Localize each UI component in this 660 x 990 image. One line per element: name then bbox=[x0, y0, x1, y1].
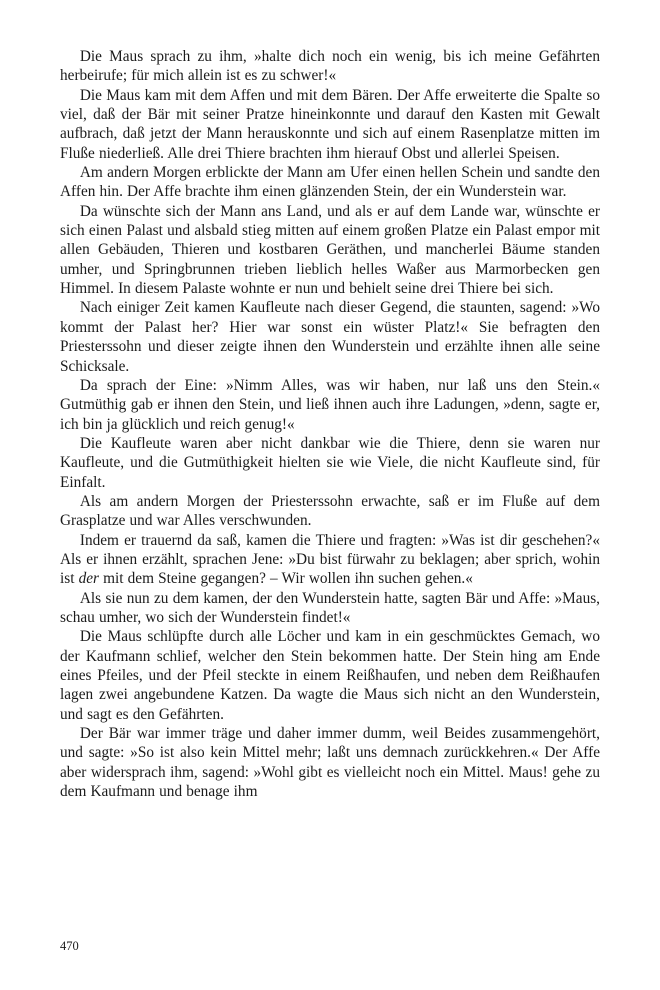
paragraph: Nach einiger Zeit kamen Kaufleute nach dieser Gegend, die staunten, sagend: »Wo kommt der Palast her? Hier war sonst ein wüster Platz!« Sie befragten den Priesterssohn und dieser zeigte ihnen den Wunderstein und erzählte ihnen alle seine Schicksale. bbox=[60, 299, 600, 375]
paragraph: Der Bär war immer träge und daher immer dumm, weil Beides zusammengehört, und sagte: »So ist also kein Mittel mehr; laßt uns demnach zurückkehren.« Der Affe aber widersprach ihm, sagend: »Wohl gibt es vielleicht noch ein Mittel. Maus! gehe zu dem Kaufmann und benage ihm bbox=[60, 725, 600, 801]
paragraph: Die Kaufleute waren aber nicht dankbar wie die Thiere, denn sie waren nur Kaufleute, und die Gutmüthigkeit hielten sie wie Viele, die nicht Kaufleute sind, für Einfalt. bbox=[60, 434, 600, 491]
page-number: 470 bbox=[60, 939, 79, 953]
paragraph: Die Maus schlüpfte durch alle Löcher und kam in ein geschmücktes Gemach, wo der Kaufmann schlief, welcher den Stein bekommen hatte. Der Stein hing am Ende eines Pfeiles, und der Pfeil steckte in einem Reißhaufen, und neben dem Reißhaufen lagen zwei angebundene Katzen. Da wagte die Maus sich nicht an den Wunderstein, und sagt es den Gefährten. bbox=[60, 628, 600, 723]
body-text bbox=[60, 47, 600, 801]
paragraph: Die Maus kam mit dem Affen und mit dem Bären. Der Affe erweiterte die Spalte so viel, daß der Bär mit seiner Pratze hineinkonnte und darauf den Kasten mit Gewalt aufbrach, daß jetzt der Mann herauskonnte und sich auf einem Rasenplatze mitten im Fluße niederließ. Alle drei Thiere brachten ihm hierauf Obst und allerlei Speisen. bbox=[60, 86, 600, 162]
paragraph: Da sprach der Eine: »Nimm Alles, was wir haben, nur laß uns den Stein.« Gutmüthig gab er ihnen den Stein, und ließ ihnen auch ihre Ladungen, »denn, sagte er, ich bin ja glücklich und reich genug!« bbox=[60, 376, 600, 433]
paragraph: Als am andern Morgen der Priesterssohn erwachte, saß er im Fluße auf dem Grasplatze und war Alles verschwunden. bbox=[60, 492, 600, 530]
paragraph-text: mit dem Steine gegangen? – Wir wollen ihn suchen gehen.« bbox=[99, 570, 473, 588]
paragraph: Als sie nun zu dem kamen, der den Wunderstein hatte, sagten Bär und Affe: »Maus, schau umher, wo sich der Wunderstein findet!« bbox=[60, 589, 600, 626]
paragraph-text: Indem er trauernd da saß, kamen die Thiere und fragten: »Was ist dir geschehen?« Als er ihnen erzählt, sprachen Jene: »Du bist fürwahr zu beklagen; aber sprich, wohin ist bbox=[60, 531, 600, 588]
paragraph: Die Maus sprach zu ihm, »halte dich noch ein wenig, bis ich meine Gefährten herbeirufe; für mich allein ist es zu schwer!« bbox=[60, 48, 600, 85]
paragraph bbox=[60, 531, 600, 589]
paragraph: Am andern Morgen erblickte der Mann am Ufer einen hellen Schein und sandte den Affen hin. Der Affe brachte ihm einen glänzenden Stein, der ein Wunderstein war. bbox=[60, 164, 600, 201]
paragraph: Da wünschte sich der Mann ans Land, und als er auf dem Lande war, wünschte er sich einen Palast und alsbald stieg mitten auf einem großen Platze ein Palast empor mit allen Gebäuden, Thieren und kostbaren Geräthen, und mancherlei Bäume standen umher, und Springbrunnen trieben lieblich helles Waßer aus Marmorbecken gen Himmel. In diesem Palaste wohnte er nun und behielt seine drei Thiere bei sich. bbox=[60, 202, 600, 298]
italic-word: der bbox=[78, 570, 99, 588]
